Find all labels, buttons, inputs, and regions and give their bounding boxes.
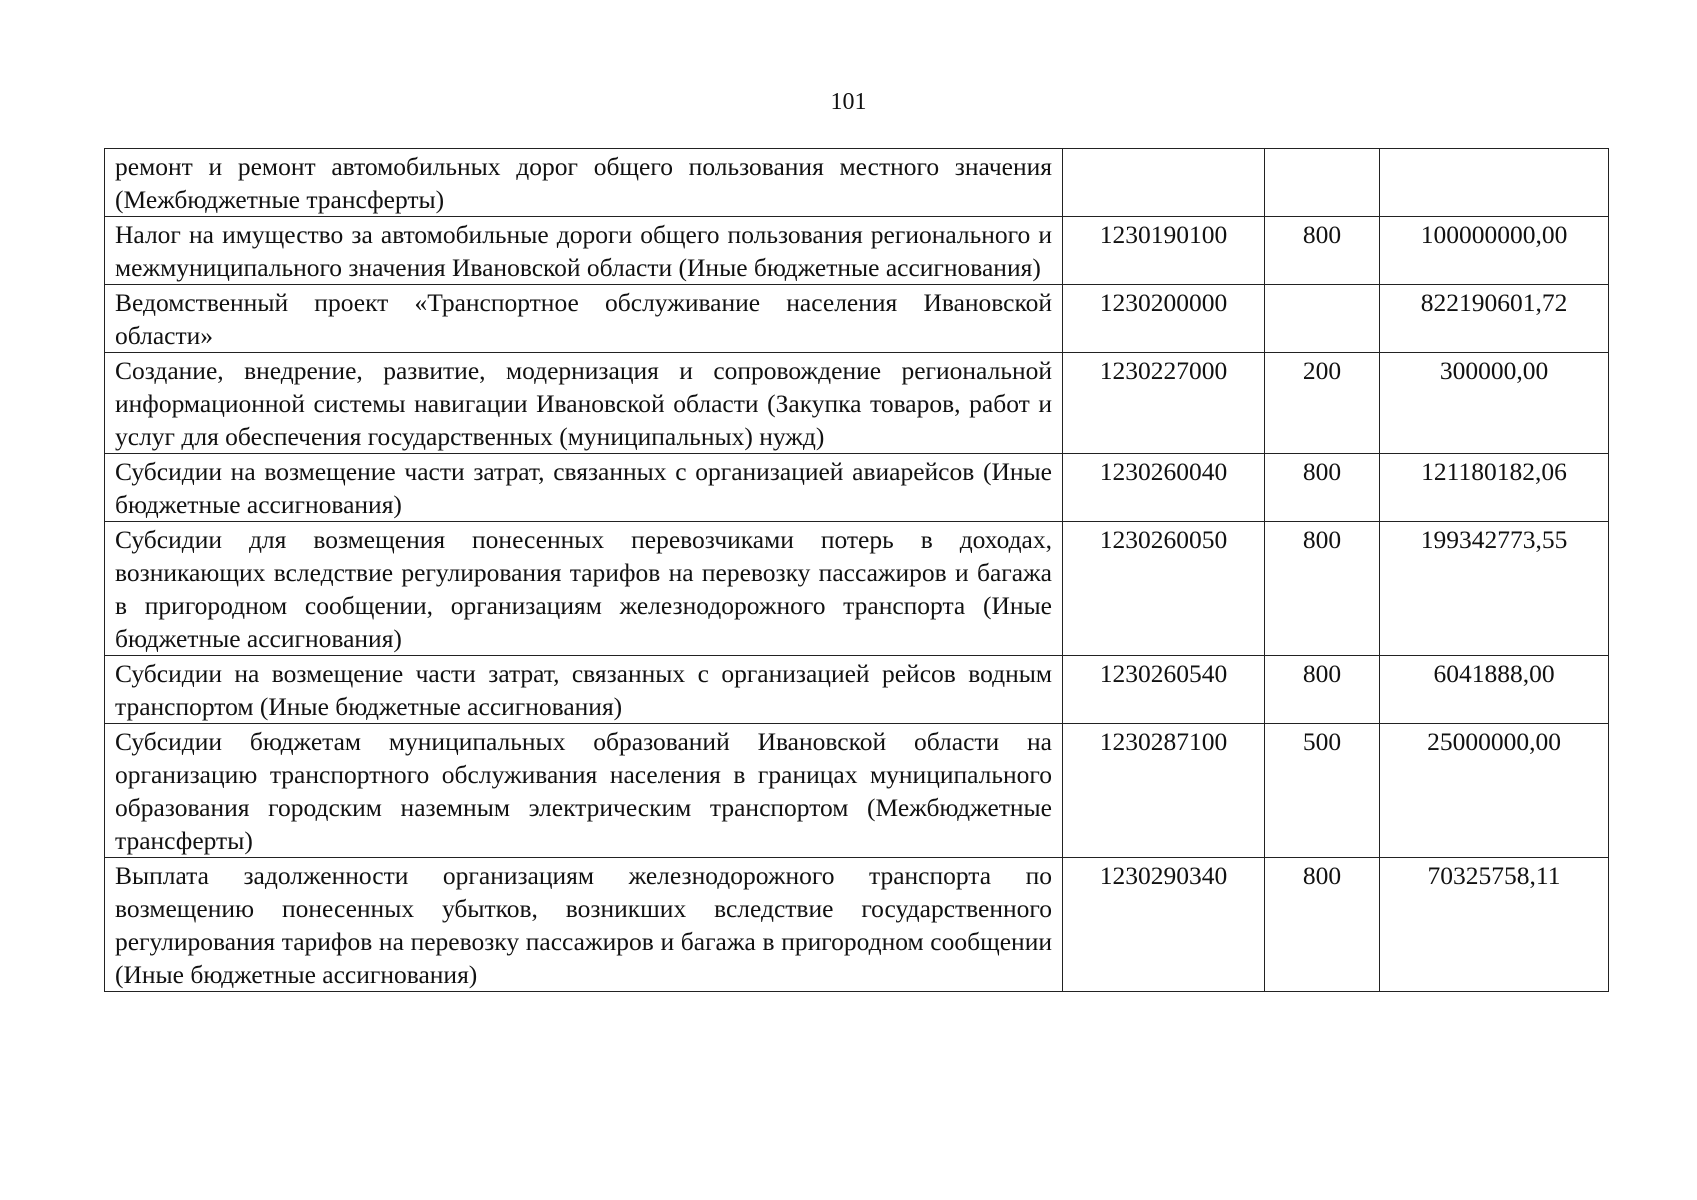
- row-code: 1230227000: [1063, 353, 1265, 454]
- row-amount: 121180182,06: [1380, 454, 1609, 522]
- row-description: Налог на имущество за автомобильные дороги общего пользования регионального и межмуниципального значения Ивановской области (Иные бюджетные ассигнования): [105, 217, 1063, 285]
- row-description: Субсидии на возмещение части затрат, связанных с организацией рейсов водным транспортом (Иные бюджетные ассигнования): [105, 656, 1063, 724]
- row-expense-type: 800: [1265, 217, 1380, 285]
- row-description: Выплата задолженности организациям железнодорожного транспорта по возмещению понесенных убытков, возникших вследствие государственного регулирования тарифов на перевозку пассажиров и багажа в пригородном сообщении (Иные бюджетные ассигнования): [105, 858, 1063, 992]
- row-amount: 300000,00: [1380, 353, 1609, 454]
- table-row: [105, 353, 1609, 454]
- row-amount: 822190601,72: [1380, 285, 1609, 353]
- row-description: Субсидии для возмещения понесенных перевозчиками потерь в доходах, возникающих вследствие регулирования тарифов на перевозку пассажиров и багажа в пригородном сообщении, организациям железнодорожного транспорта (Иные бюджетные ассигнования): [105, 522, 1063, 656]
- row-expense-type: 800: [1265, 858, 1380, 992]
- row-description: Субсидии на возмещение части затрат, связанных с организацией авиарейсов (Иные бюджетные ассигнования): [105, 454, 1063, 522]
- row-code: 1230260050: [1063, 522, 1265, 656]
- table-row: [105, 656, 1609, 724]
- row-expense-type: 800: [1265, 656, 1380, 724]
- table-row: [105, 724, 1609, 858]
- row-amount: [1380, 149, 1609, 217]
- row-code: 1230190100: [1063, 217, 1265, 285]
- page-number: 101: [830, 89, 867, 115]
- row-expense-type: 500: [1265, 724, 1380, 858]
- row-amount: 25000000,00: [1380, 724, 1609, 858]
- row-expense-type: 800: [1265, 522, 1380, 656]
- row-description: Создание, внедрение, развитие, модернизация и сопровождение региональной информационной системы навигации Ивановской области (Закупка товаров, работ и услуг для обеспечения государственных (муниципальных) нужд): [105, 353, 1063, 454]
- row-expense-type: [1265, 149, 1380, 217]
- row-code: 1230290340: [1063, 858, 1265, 992]
- row-code: [1063, 149, 1265, 217]
- row-code: 1230287100: [1063, 724, 1265, 858]
- row-description: Субсидии бюджетам муниципальных образований Ивановской области на организацию транспортного обслуживания населения в границах муниципального образования городским наземным электрическим транспортом (Межбюджетные трансферты): [105, 724, 1063, 858]
- table-row: [105, 217, 1609, 285]
- row-amount: 199342773,55: [1380, 522, 1609, 656]
- row-description: ремонт и ремонт автомобильных дорог общего пользования местного значения (Межбюджетные трансферты): [105, 149, 1063, 217]
- row-amount: 100000000,00: [1380, 217, 1609, 285]
- table-row: [105, 858, 1609, 992]
- row-code: 1230260540: [1063, 656, 1265, 724]
- row-description: Ведомственный проект «Транспортное обслуживание населения Ивановской области»: [105, 285, 1063, 353]
- row-code: 1230260040: [1063, 454, 1265, 522]
- row-expense-type: [1265, 285, 1380, 353]
- row-expense-type: 200: [1265, 353, 1380, 454]
- row-expense-type: 800: [1265, 454, 1380, 522]
- row-amount: 70325758,11: [1380, 858, 1609, 992]
- budget-table: [104, 148, 1609, 992]
- table-row: [105, 285, 1609, 353]
- table-row: [105, 149, 1609, 217]
- table-row: [105, 454, 1609, 522]
- row-amount: 6041888,00: [1380, 656, 1609, 724]
- table-row: [105, 522, 1609, 656]
- row-code: 1230200000: [1063, 285, 1265, 353]
